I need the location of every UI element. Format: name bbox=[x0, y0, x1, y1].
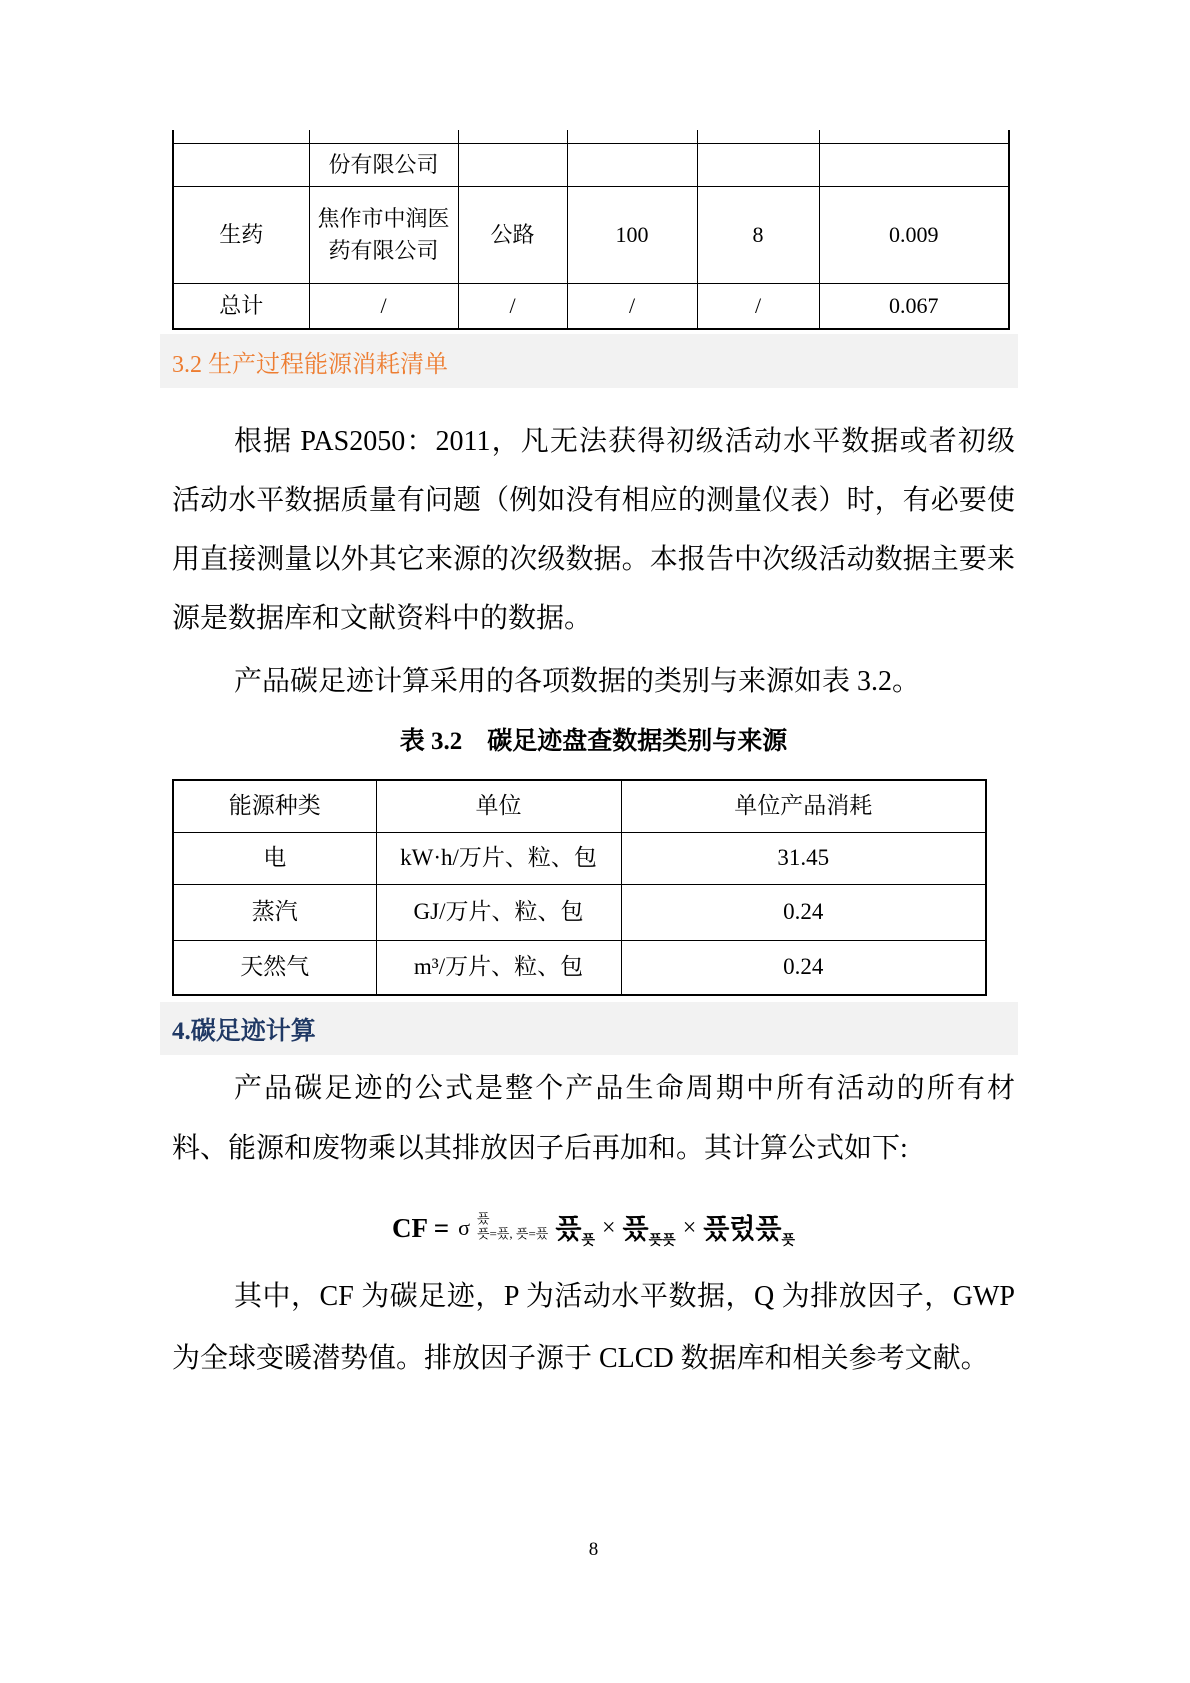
table-cell: 100 bbox=[567, 186, 697, 283]
page-number: 8 bbox=[588, 1539, 599, 1560]
column-header: 能源种类 bbox=[173, 780, 376, 832]
table-3-2-caption: 表 3.2 碳足迹盘查数据类别与来源 bbox=[399, 728, 788, 755]
column-header: 单位 bbox=[376, 780, 621, 832]
table-cell: m³/万片、粒、包 bbox=[376, 940, 621, 995]
table-cell: 焦作市中润医药有限公司 bbox=[309, 186, 458, 283]
table-cell: 31.45 bbox=[621, 832, 986, 884]
table-cell bbox=[819, 143, 1009, 186]
formula-term-q: 픘$_{픗픗}$ bbox=[622, 1213, 676, 1249]
table-cell bbox=[567, 143, 697, 186]
table-cell: GJ/万片、粒、包 bbox=[376, 884, 621, 940]
table-cell: 蒸汽 bbox=[173, 884, 376, 940]
table-cell: / bbox=[309, 283, 458, 329]
table-cell: / bbox=[458, 283, 567, 329]
paragraph-formula-legend: 其中，CF 为碳足迹，P 为活动水平数据，Q 为排放因子，GWP 为全球变暖潜势值。排放因子源于 CLCD 数据库和相关参考文献。 bbox=[172, 1281, 1015, 1374]
table-row-continued bbox=[173, 143, 1009, 186]
table-cell: / bbox=[697, 283, 819, 329]
formula-limits bbox=[477, 1211, 548, 1241]
table-cell bbox=[173, 143, 309, 186]
table-cell: 8 bbox=[697, 186, 819, 283]
table-row-steam bbox=[173, 884, 986, 940]
formula-lower-limit: 픗=픘, 픗=픘 bbox=[476, 1226, 549, 1241]
table-cell: 0.067 bbox=[819, 283, 1009, 329]
section-4-heading: 4.碳足迹计算 bbox=[172, 1017, 316, 1045]
paragraph-formula-intro: 产品碳足迹的公式是整个产品生命周期中所有活动的所有材料、能源和废物乘以其排放因子后再加和。其计算公式如下: bbox=[172, 1073, 1015, 1164]
formula-term-gwp: 픘렀픘$_픗$ bbox=[703, 1213, 796, 1249]
paragraph-pas2050: 根据 PAS2050：2011，凡无法获得初级活动水平数据或者初级活动水平数据质量有问题（例如没有相应的测量仪表）时，有必要使用直接测量以外其它来源的次级数据。本报告中次级活动数据主要来源是数据库和文献资料中的数据。 bbox=[172, 426, 1015, 634]
table-cell: 公路 bbox=[458, 186, 567, 283]
section-3-2-heading-band bbox=[160, 334, 1018, 388]
table-row-cut bbox=[173, 130, 1009, 143]
table-row-shengyao bbox=[173, 186, 1009, 283]
formula-sigma: σ bbox=[458, 1215, 470, 1240]
formula-upper-limit: 픘 bbox=[476, 1211, 490, 1226]
carbon-footprint-formula bbox=[172, 1190, 1015, 1266]
transport-emissions-table bbox=[172, 130, 1010, 330]
table-cell: 份有限公司 bbox=[309, 143, 458, 186]
formula-term-p: 픘$_픗$ bbox=[555, 1213, 595, 1249]
table-cell bbox=[458, 143, 567, 186]
table-cell: 0.009 bbox=[819, 186, 1009, 283]
table-cell: 天然气 bbox=[173, 940, 376, 995]
table-cell: 总计 bbox=[173, 283, 309, 329]
table-cell: 电 bbox=[173, 832, 376, 884]
formula-times: × bbox=[682, 1214, 697, 1241]
formula-times: × bbox=[601, 1214, 616, 1241]
table-cell: 生药 bbox=[173, 186, 309, 283]
table-cell: 0.24 bbox=[621, 940, 986, 995]
table-cell: 0.24 bbox=[621, 884, 986, 940]
section-4-heading-band bbox=[160, 1002, 1018, 1055]
table-cell: kW·h/万片、粒、包 bbox=[376, 832, 621, 884]
section-3-2-heading: 3.2 生产过程能源消耗清单 bbox=[172, 351, 448, 378]
formula-lhs: CF = bbox=[391, 1212, 450, 1243]
table-cell bbox=[697, 143, 819, 186]
table-header-row bbox=[173, 780, 986, 832]
table-row-electricity bbox=[173, 832, 986, 884]
table-row-natural-gas bbox=[173, 940, 986, 995]
table-row-total bbox=[173, 283, 1009, 329]
paragraph-table-ref: 产品碳足迹计算采用的各项数据的类别与来源如表 3.2。 bbox=[234, 666, 921, 697]
energy-consumption-table bbox=[172, 779, 987, 996]
column-header: 单位产品消耗 bbox=[621, 780, 986, 832]
table-cell: / bbox=[567, 283, 697, 329]
